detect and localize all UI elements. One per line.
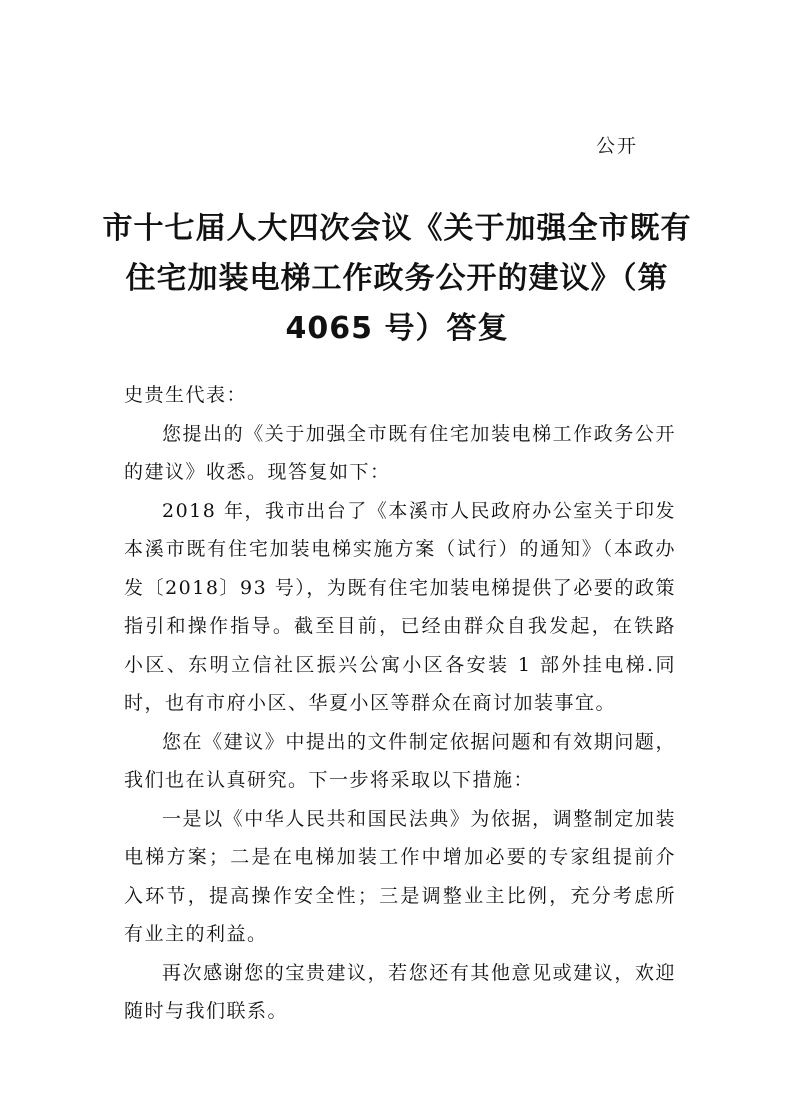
title-line: 住宅加装电梯工作政务公开的建议》（第 (125, 261, 669, 296)
document-title (100, 204, 694, 354)
disclosure-label: 公开 (596, 135, 639, 157)
document-body (124, 376, 676, 1031)
body-paragraph: 再次感谢您的宝贵建议，若您还有其他意见或建议，欢迎随时与我们联系。 (124, 961, 676, 1022)
body-paragraph: 您提出的《关于加强全市既有住宅加装电梯工作政务公开的建议》收悉。现答复如下： (124, 422, 676, 483)
salutation: 史贵生代表： (124, 384, 248, 406)
title-line: 4065 号）答复 (285, 311, 509, 346)
body-paragraph: 2018 年，我市出台了《本溪市人民政府办公室关于印发本溪市既有住宅加装电梯实施方案（试行）的通知》（本政办发〔2018〕93 号），为既有住宅加装电梯提供了必要的政策指引和操作指导。截至目前，已经由群众自我发起，在铁路小区、东明立信社区振兴公寓小区各安装 1 部外挂电梯.同时，也有市府小区、华夏小区等群众在商讨加装事宜。 (124, 499, 676, 714)
body-paragraph: 您在《建议》中提出的文件制定依据问题和有效期问题，我们也在认真研究。下一步将采取以下措施： (124, 730, 676, 791)
title-line: 市十七届人大四次会议《关于加强全市既有 (102, 211, 692, 246)
body-paragraph: 一是以《中华人民共和国民法典》为依据，调整制定加装电梯方案；二是在电梯加装工作中增加必要的专家组提前介入环节，提高操作安全性；三是调整业主比例，充分考虑所有业主的利益。 (124, 807, 676, 945)
